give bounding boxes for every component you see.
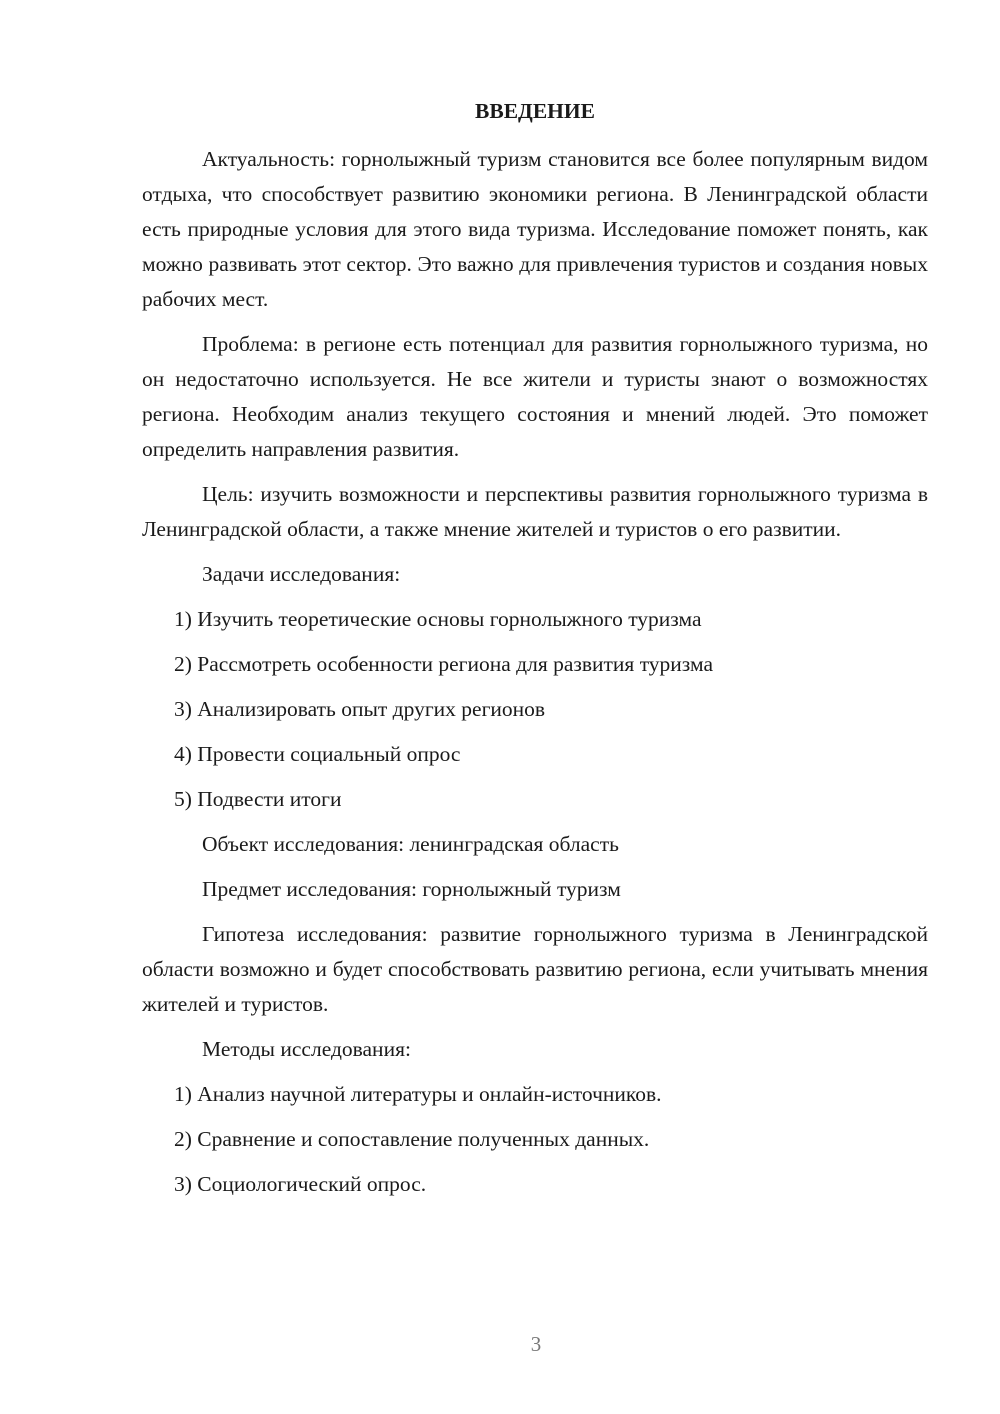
methods-title: Методы исследования: xyxy=(202,1037,411,1061)
problem-paragraph: Проблема: в регионе есть потенциал для развития горнолыжного туризма, но он недостаточно используется. Не все жители и туристы знают о возможностях региона. Необходим анализ текущего состояния и мнений людей. Это поможет определить направления развития. xyxy=(142,332,928,461)
task-item: 3) Анализировать опыт других регионов xyxy=(174,697,546,721)
goal-paragraph: Цель: изучить возможности и перспективы развития горнолыжного туризма в Ленинградской области, а также мнение жителей и туристов о его развитии. xyxy=(142,482,928,541)
task-item: 1) Изучить теоретические основы горнолыжного туризма xyxy=(174,607,702,631)
relevance-paragraph: Актуальность: горнолыжный туризм становится все более популярным видом отдыха, что способствует развитию экономики региона. В Ленинградской области есть природные условия для этого вида туризма. Исследование поможет понять, как можно развивать этот сектор. Это важно для привлечения туристов и создания новых рабочих мест. xyxy=(142,147,928,311)
tasks-title: Задачи исследования: xyxy=(202,562,401,586)
section-heading: ВВЕДЕНИЕ xyxy=(475,99,595,123)
hypothesis-paragraph: Гипотеза исследования: развитие горнолыжного туризма в Ленинградской области возможно и будет способствовать развитию региона, если учитывать мнения жителей и туристов. xyxy=(142,922,928,1016)
research-subject: Предмет исследования: горнолыжный туризм xyxy=(202,877,621,901)
research-object: Объект исследования: ленинградская область xyxy=(202,832,619,856)
method-item: 3) Социологический опрос. xyxy=(174,1172,427,1196)
task-item: 4) Провести социальный опрос xyxy=(174,742,461,766)
page-number: 3 xyxy=(530,1332,542,1356)
method-item: 2) Сравнение и сопоставление полученных данных. xyxy=(174,1127,650,1151)
document-page xyxy=(142,94,928,1212)
task-item: 2) Рассмотреть особенности региона для развития туризма xyxy=(174,652,714,676)
method-item: 1) Анализ научной литературы и онлайн-источников. xyxy=(174,1082,662,1106)
task-item: 5) Подвести итоги xyxy=(174,787,342,811)
